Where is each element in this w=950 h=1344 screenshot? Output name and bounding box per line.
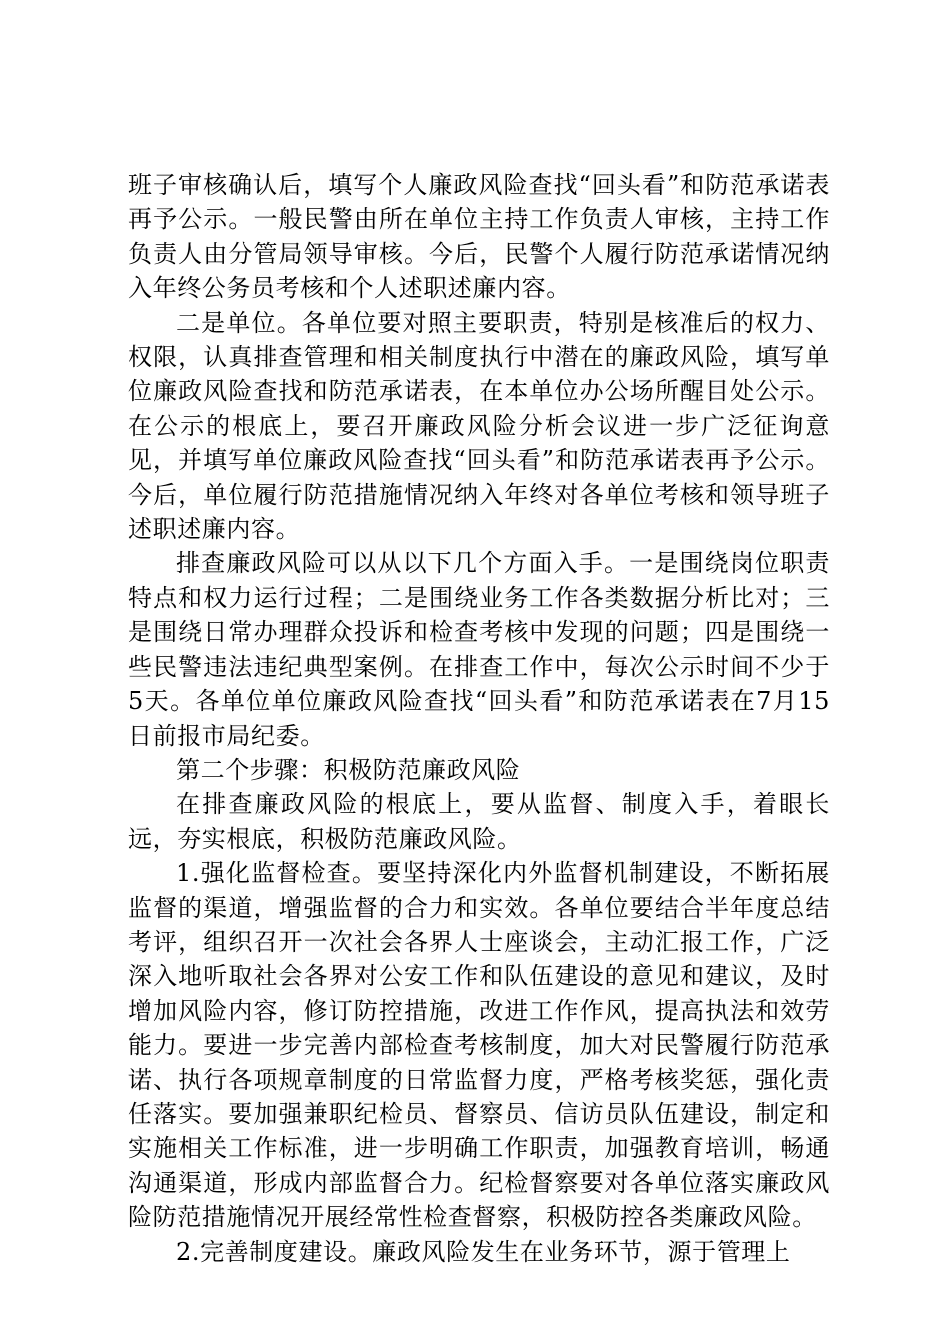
paragraph-individual-review: 班子审核确认后，填写个人廉政风险查找“回头看”和防范承诺表再予公示。一般民警由所在单位主持工作负责人审核，主持工作负责人由分管局领导审核。今后，民警个人履行防范承诺情况纳入年终公务员考核和个人述职述廉内容。 [128,171,830,303]
paragraph-step-two-intro: 在排查廉政风险的根底上，要从监督、制度入手，着眼长远，夯实根底，积极防范廉政风险。 [128,790,830,853]
paragraph-risk-investigation: 排查廉政风险可以从以下几个方面入手。一是围绕岗位职责特点和权力运行过程；二是围绕业务工作各类数据分析比对；三是围绕日常办理群众投诉和检查考核中发现的问题；四是围绕一些民警违法违纪典型案例。在排查工作中，每次公示时间不少于5天。各单位单位廉政风险查找“回头看”和防范承诺表在7月15日前报市局纪委。 [128,549,830,750]
section-heading-step-two: 第二个步骤：积极防范廉政风险 [176,755,521,784]
paragraph-improve-system: 2.完善制度建设。廉政风险发生在业务环节，源于管理上 [176,1237,791,1266]
document-body [128,168,830,1269]
paragraph-unit-level: 二是单位。各单位要对照主要职责，特别是核准后的权力、权限，认真排查管理和相关制度执行中潜在的廉政风险，填写单位廉政风险查找和防范承诺表，在本单位办公场所醒目处公示。在公示的根底上，要召开廉政风险分析会议进一步广泛征询意见，并填写单位廉政风险查找“回头看”和防范承诺表再予公示。今后，单位履行防范措施情况纳入年终对各单位考核和领导班子述职述廉内容。 [128,308,830,544]
paragraph-strengthen-supervision: 1.强化监督检查。要坚持深化内外监督机制建设，不断拓展监督的渠道，增强监督的合力和实效。各单位要结合半年度总结考评，组织召开一次社会各界人士座谈会，主动汇报工作，广泛深入地听取社会各界对公安工作和队伍建设的意见和建议，及时增加风险内容，修订防控措施，改进工作作风，提高执法和效劳能力。要进一步完善内部检查考核制度，加大对民警履行防范承诺、执行各项规章制度的日常监督力度，严格考核奖惩，强化责任落实。要加强兼职纪检员、督察员、信访员队伍建设，制定和实施相关工作标准，进一步明确工作职责，加强教育培训，畅通沟通渠道，形成内部监督合力。纪检督察要对各单位落实廉政风险防范措施情况开展经常性检查督察，积极防控各类廉政风险。 [128,859,830,1232]
